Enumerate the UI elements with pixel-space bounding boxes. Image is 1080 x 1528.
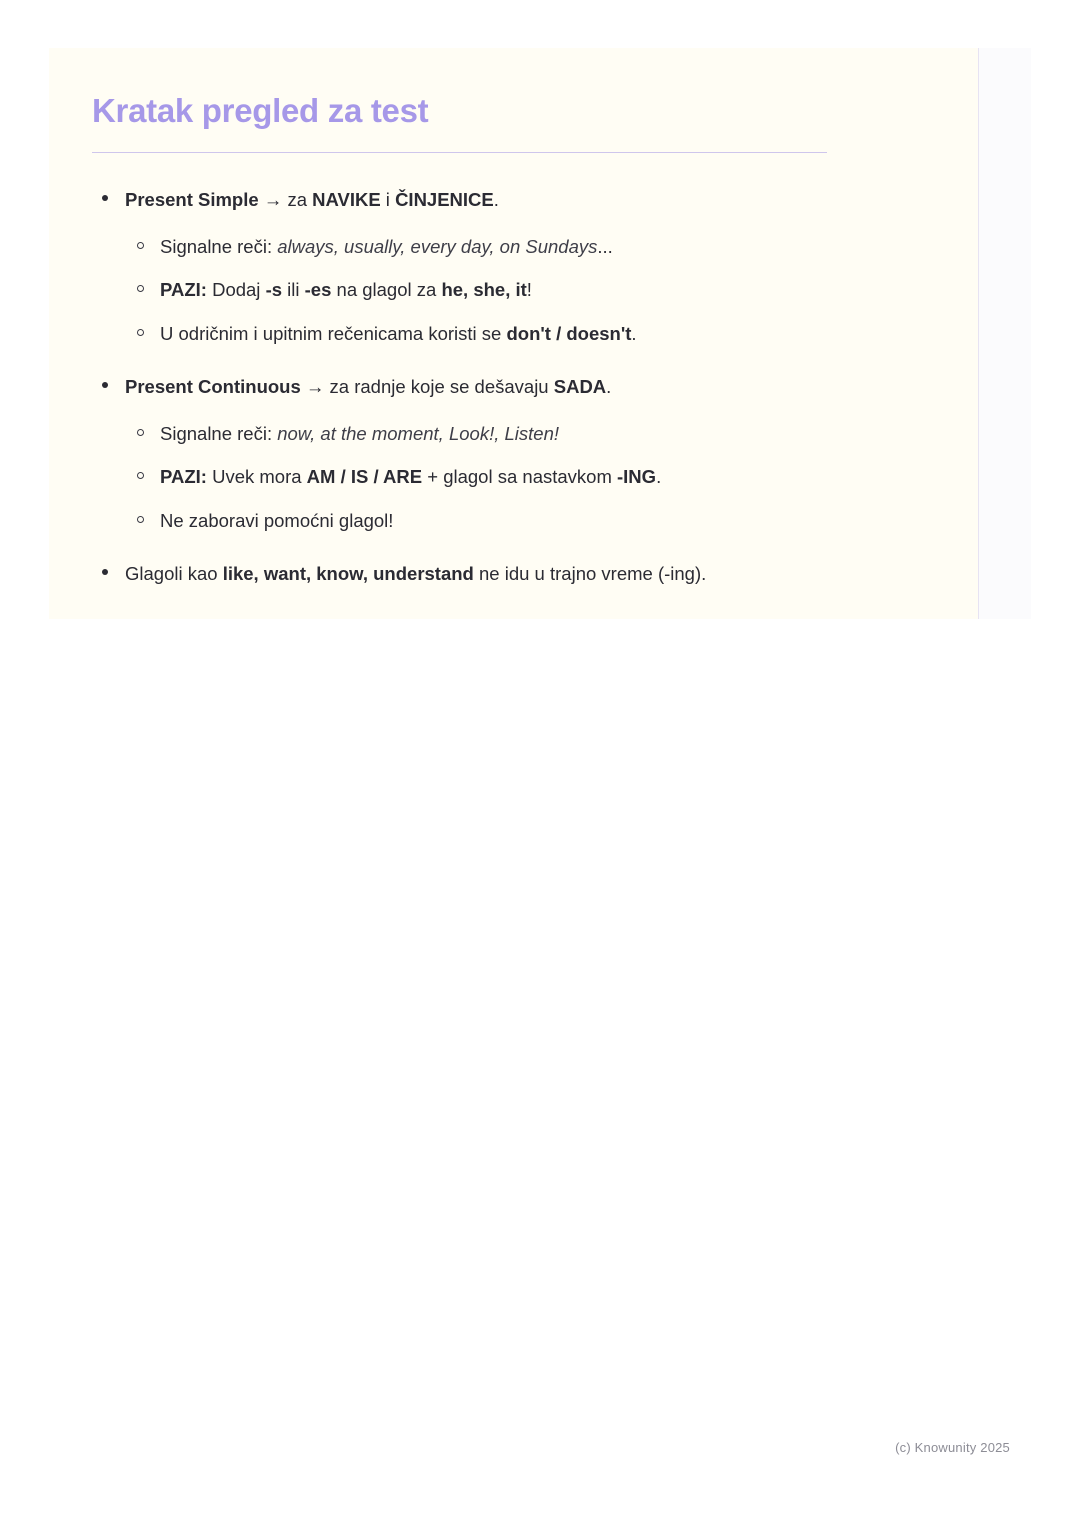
sub-outline-item-text-dont-doesnt (160, 323, 637, 344)
sub-outline-list-present-continuous (125, 412, 972, 543)
pazi-s-es-text-7: ! (526, 279, 532, 301)
bullet-circle-icon (137, 329, 144, 336)
dont-doesnt-text-0: U odričnim i upitnim rečenicama koristi se (160, 323, 507, 345)
stative-verbs-bold-1: like, want, know, understand (222, 562, 474, 584)
outline-item-text-present-simple (125, 179, 972, 221)
present-simple-bold-0: Present Simple (125, 188, 259, 210)
sub-outline-list-present-simple (125, 225, 972, 356)
sub-outline-item-pomocni-glagol (125, 499, 972, 543)
present-simple-bold-2: NAVIKE (312, 188, 381, 210)
sub-outline-item-text-pazi-s-es (160, 279, 532, 300)
bullet-circle-icon (137, 516, 144, 523)
pazi-s-es-bold-2: -s (265, 279, 283, 301)
pazi-s-es-bold-0: PAZI: (160, 279, 207, 301)
pazi-am-is-are-bold-2: AM / IS / ARE (306, 466, 423, 488)
pazi-s-es-bold-4: -es (304, 279, 332, 301)
sub-outline-item-pazi-s-es (125, 268, 972, 312)
sub-outline-item-text-pazi-am-is-are (160, 466, 661, 487)
copyright-footer: (c) Knowunity 2025 (895, 1440, 1010, 1455)
outline-item-text-stative-verbs (125, 553, 972, 595)
pazi-am-is-are-text-3: + glagol sa nastavkom (422, 466, 617, 488)
outline-item-stative-verbs (92, 553, 972, 595)
present-continuous-bold-2: SADA (553, 375, 607, 397)
page-title: Kratak pregled za test (92, 92, 429, 129)
dont-doesnt-bold-1: don't / doesn't (506, 323, 632, 345)
present-continuous-text-3: . (606, 375, 612, 397)
note-content (92, 48, 972, 595)
pazi-am-is-are-bold-0: PAZI: (160, 466, 207, 488)
card-right-accent-strip (978, 48, 1031, 619)
present-simple-text-1: → za (258, 188, 313, 210)
bullet-circle-icon (137, 429, 144, 436)
present-continuous-text-1: → za radnje koje se dešavaju (300, 375, 554, 397)
sub-outline-item-text-pomocni-glagol (160, 510, 393, 531)
stative-verbs-text-0: Glagoli kao (125, 562, 223, 584)
stative-verbs-text-2: ne idu u trajno vreme (-ing). (473, 562, 707, 584)
bullet-dot-icon (102, 195, 108, 201)
signal-words-simple-italic-1: always, usually, every day, on Sundays (277, 235, 598, 257)
sub-outline-item-text-signal-words-continuous (160, 423, 559, 444)
signal-words-simple-text-2: ... (597, 235, 613, 257)
sub-outline-item-dont-doesnt (125, 312, 972, 356)
pomocni-glagol-text-0: Ne zaboravi pomoćni glagol! (160, 510, 394, 532)
pazi-s-es-bold-6: he, she, it (441, 279, 527, 301)
pazi-am-is-are-bold-4: -ING (617, 466, 657, 488)
outline-item-present-simple (92, 179, 972, 356)
present-simple-text-3: i (380, 188, 396, 210)
outline-list (92, 179, 972, 595)
dont-doesnt-text-2: . (631, 323, 637, 345)
present-simple-text-5: . (493, 188, 499, 210)
signal-words-continuous-text-0: Signalne reči: (160, 422, 278, 444)
pazi-s-es-text-3: ili (282, 279, 305, 301)
signal-words-simple-text-0: Signalne reči: (160, 235, 278, 257)
bullet-circle-icon (137, 472, 144, 479)
pazi-am-is-are-text-1: Uvek mora (206, 466, 307, 488)
sub-outline-item-text-signal-words-simple (160, 236, 613, 257)
present-continuous-bold-0: Present Continuous (125, 375, 301, 397)
pazi-s-es-text-5: na glagol za (331, 279, 442, 301)
sub-outline-item-signal-words-continuous (125, 412, 972, 456)
bullet-circle-icon (137, 285, 144, 292)
sub-outline-item-pazi-am-is-are (125, 455, 972, 499)
sub-outline-item-signal-words-simple (125, 225, 972, 269)
present-simple-bold-4: ČINJENICE (395, 188, 494, 210)
pazi-s-es-text-1: Dodaj (206, 279, 266, 301)
outline-item-text-present-continuous (125, 366, 972, 408)
note-card (49, 48, 1031, 619)
bullet-dot-icon (102, 382, 108, 388)
bullet-circle-icon (137, 242, 144, 249)
bullet-dot-icon (102, 569, 108, 575)
signal-words-continuous-italic-1: now, at the moment, Look!, Listen! (277, 422, 560, 444)
pazi-am-is-are-text-5: . (656, 466, 662, 488)
title-divider (92, 152, 827, 153)
outline-item-present-continuous (92, 366, 972, 543)
